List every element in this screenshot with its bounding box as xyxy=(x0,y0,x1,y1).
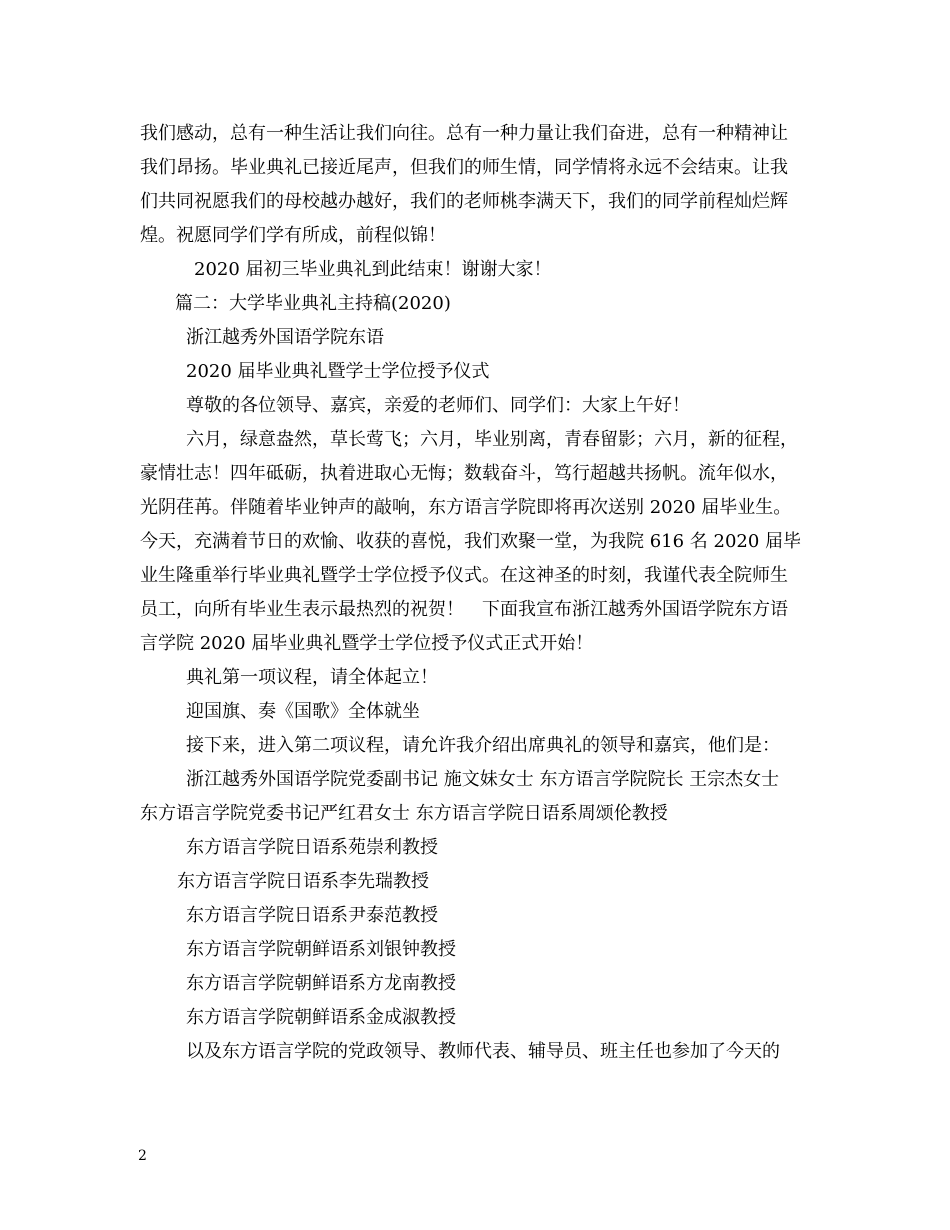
text-line: 2020 届毕业典礼暨学士学位授予仪式 xyxy=(186,361,490,382)
text-line: 浙江越秀外国语学院东语 xyxy=(186,327,384,348)
text-line: 业生隆重举行毕业典礼暨学士学位授予仪式。在这神圣的时刻，我谨代表全院师生 xyxy=(140,565,788,586)
text-line: 煌。祝愿同学们学有所成，前程似锦！ xyxy=(140,225,446,246)
text-line: 尊敬的各位领导、嘉宾，亲爱的老师们、同学们：大家上午好！ xyxy=(186,395,690,416)
text-line: 们共同祝愿我们的母校越办越好，我们的老师桃李满天下，我们的同学前程灿烂辉 xyxy=(140,191,788,212)
text-line: 东方语言学院朝鲜语系刘银钟教授 xyxy=(186,939,456,960)
text-line: 东方语言学院日语系苑崇利教授 xyxy=(186,837,438,858)
text-line: 迎国旗、奏《国歌》全体就坐 xyxy=(186,701,420,722)
text-line: 浙江越秀外国语学院党委副书记 施文妹女士 东方语言学院院长 王宗杰女士 xyxy=(186,769,780,790)
text-line: 以及东方语言学院的党政领导、教师代表、辅导员、班主任也参加了今天的 xyxy=(186,1041,780,1062)
text-line: 东方语言学院朝鲜语系方龙南教授 xyxy=(186,973,456,994)
text-line: 六月，绿意盎然，草长莺飞；六月，毕业别离，青春留影；六月，新的征程， xyxy=(186,429,798,450)
text-line: 东方语言学院日语系尹泰范教授 xyxy=(186,905,438,926)
text-line: 东方语言学院朝鲜语系金成淑教授 xyxy=(186,1007,456,1028)
text-line: 言学院 2020 届毕业典礼暨学士学位授予仪式正式开始！ xyxy=(140,633,594,654)
text-line: 接下来，进入第二项议程，请允许我介绍出席典礼的领导和嘉宾，他们是： xyxy=(186,735,780,756)
text-line: 豪情壮志！四年砥砺，执着进取心无悔；数载奋斗，笃行超越共扬帆。流年似水， xyxy=(140,463,788,484)
text-line: 2020 届初三毕业典礼到此结束！谢谢大家！ xyxy=(194,259,552,280)
text-line: 员工，向所有毕业生表示最热烈的祝贺！ 下面我宣布浙江越秀外国语学院东方语 xyxy=(140,599,788,620)
text-line: 典礼第一项议程，请全体起立！ xyxy=(186,667,438,688)
text-line: 我们昂扬。毕业典礼已接近尾声，但我们的师生情，同学情将永远不会结束。让我 xyxy=(140,157,788,178)
page-number: 2 xyxy=(138,1148,147,1164)
text-line: 光阴荏苒。伴随着毕业钟声的敲响，东方语言学院即将再次送别 2020 届毕业生。 xyxy=(140,497,792,518)
text-line: 东方语言学院日语系李先瑞教授 xyxy=(177,871,429,892)
text-line: 东方语言学院党委书记严红君女士 东方语言学院日语系周颂伦教授 xyxy=(140,803,668,824)
section-heading: 篇二：大学毕业典礼主持稿(2020) xyxy=(175,293,451,314)
text-line: 我们感动，总有一种生活让我们向往。总有一种力量让我们奋进，总有一种精神让 xyxy=(140,123,788,144)
text-line: 今天，充满着节日的欢愉、收获的喜悦，我们欢聚一堂，为我院 616 名 2020 届毕 xyxy=(140,531,802,552)
